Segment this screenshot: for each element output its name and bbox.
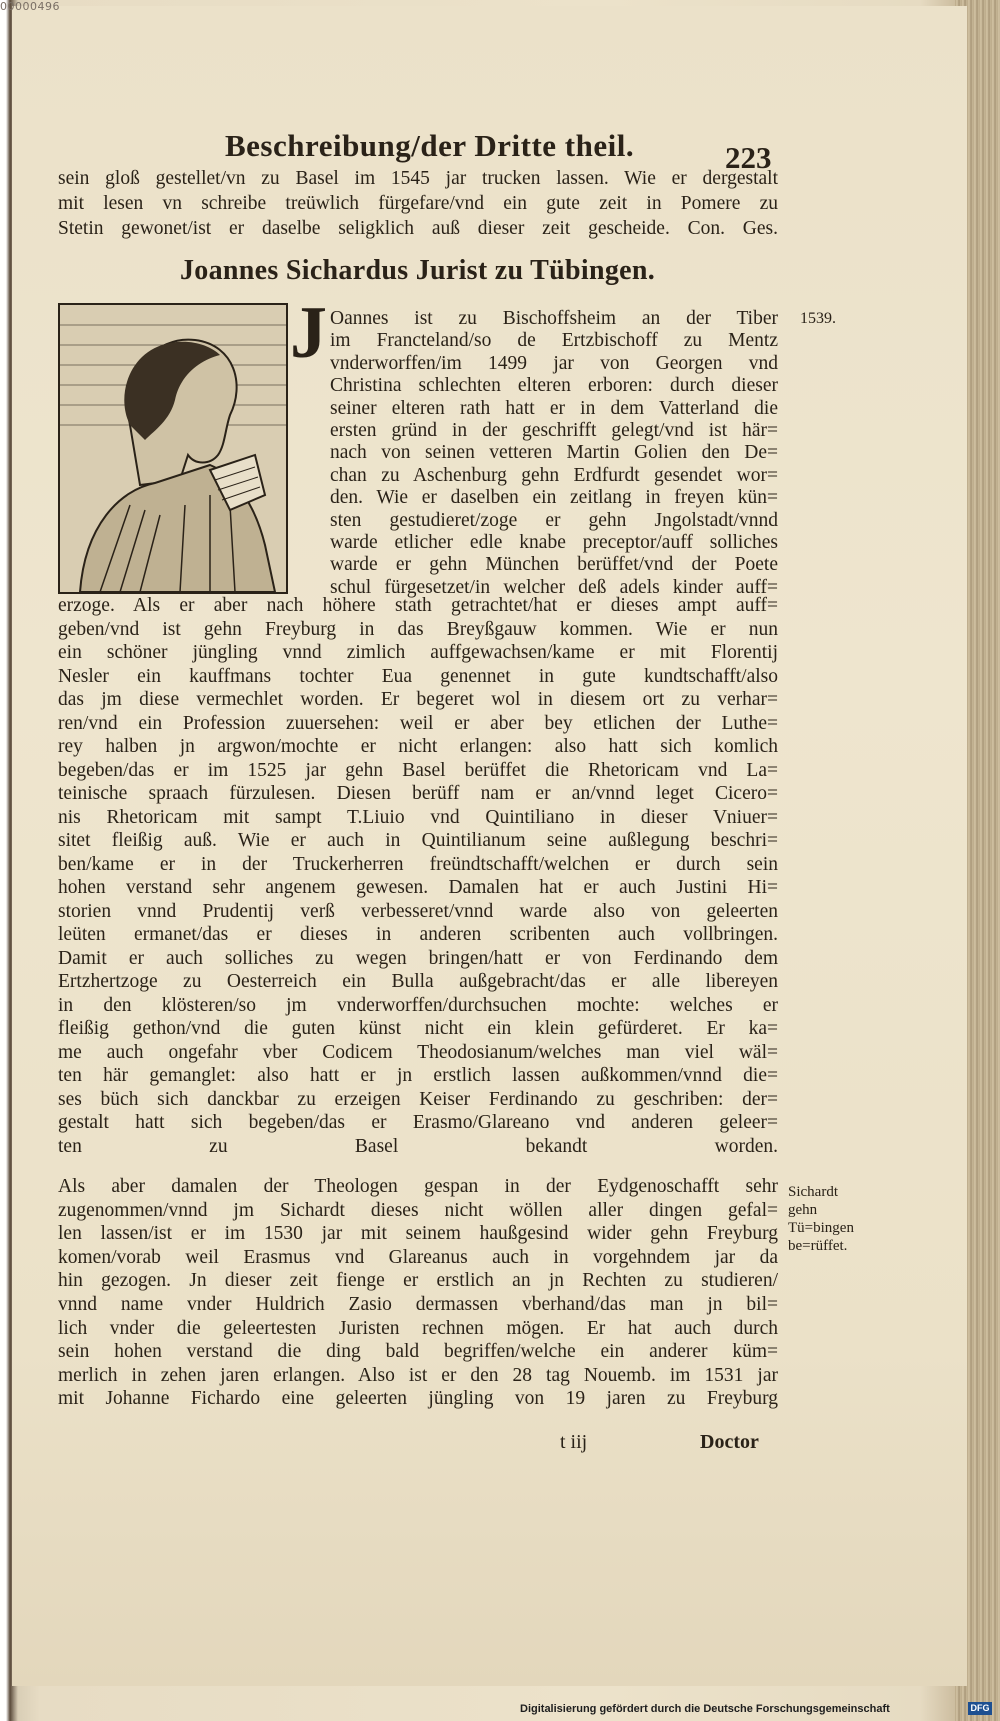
text-line: len lassen/ist er im 1530 jar mit seinem haußgesind wider gehn Freyburg	[58, 1223, 778, 1245]
text-line: hin gezogen. Jn dieser zeit fienge er erstlich an jn Rechten zu studieren/	[58, 1270, 778, 1292]
text-line: Oannes ist zu Bischoffsheim an der Tiber	[330, 308, 778, 329]
page-number: 223	[725, 140, 772, 175]
catchword: Doctor	[700, 1431, 759, 1453]
text-line: mit lesen vn schreibe treüwlich fürgefare/vnd ein gute zeit in Pomere zu	[58, 193, 778, 214]
text-line: Stetin gewonet/ist er daselbe seligklich auß dieser zeit gescheide. Con. Ges.	[58, 218, 778, 239]
text-line: ein schöner jüngling vnnd zimlich auffgewachsen/kame er mit Florentij	[58, 642, 778, 663]
woodcut-portrait-image	[58, 303, 288, 594]
text-line: komen/vorab weil Erasmus vnd Glareanus auch in vorgehndem jar da	[58, 1246, 778, 1268]
text-line: nach von seinen vetteren Martin Golien den De=	[330, 442, 778, 464]
text-line: lich vnder die geleertesten Juristen rechnen mögen. Er hat auch durch	[58, 1317, 778, 1339]
text-line: Damit er auch solliches zu wegen bringen/hatt er von Ferdinando dem	[58, 947, 778, 969]
running-head: Beschreibung/der Dritte theil.	[225, 128, 635, 163]
text-line: erzoge. Als er aber nach höhere stath getrachtet/hat er dieses ampt auff=	[58, 595, 778, 616]
text-line: ten här gemanglet: also hatt er jn erstlich lassen außkommen/vnnd die=	[58, 1065, 778, 1086]
text-line: den. Wie er daselben ein zeitlang in freyen kün=	[330, 487, 778, 509]
text-line: warde etlicher edle knabe preceptor/auff solliches	[330, 532, 778, 553]
text-line: warde er gehn München berüffet/vnd der Poete	[330, 554, 778, 576]
margin-note-sichardt: Sichardt gehn Tü=bingen be=rüffet.	[788, 1184, 854, 1254]
text-line: fleißig gethon/vnd die guten künst nicht ein klein gefürderet. Er ka=	[58, 1018, 778, 1039]
text-line: hohen verstand sehr angenem gewesen. Damalen hat er auch Justini Hi=	[58, 877, 778, 898]
digitization-credit: Digitalisierung gefördert durch die Deutsche Forschungsgemeinschaft	[520, 1703, 890, 1715]
text-line: mit Johanne Fichardo eine geleerten jüngling von 19 jaren zu Freyburg	[58, 1388, 778, 1410]
text-line: merlich in zehen jaren erlangen. Also ist er den 28 tag Nouemb. im 1531 jar	[58, 1364, 778, 1386]
text-line: Als aber damalen der Theologen gespan in der Eydgenoschafft sehr	[58, 1176, 778, 1197]
text-line: ersten gründ in der geschrifft gelegt/vnd ist här=	[330, 420, 778, 441]
text-line: rey halben jn argwon/mochte er nicht erlangen: also hatt sich komlich	[58, 736, 778, 757]
text-line: leüten ermanet/das er dieses in anderen scribenten auch vollbringen.	[58, 924, 778, 945]
text-line: ten zu Basel bekandt worden.	[58, 1135, 778, 1157]
text-line: Ertzhertzoge zu Oesterreich ein Bulla außgebracht/das er alle libereyen	[58, 971, 778, 992]
text-line: Christina schlechten elteren erboren: durch dieser	[330, 375, 778, 397]
text-line: seiner elteren rath hatt er in dem Vatterland die	[330, 397, 778, 419]
text-line: sitet fleißig auß. Wie er auch in Quintilianum seine außlegung beschri=	[58, 830, 778, 851]
text-line: chan zu Aschenburg gehn Erdfurdt gesendet wor=	[330, 464, 778, 486]
text-line: vnnd name vnder Huldrich Zasio dermassen vberhand/das man jn bil=	[58, 1294, 778, 1315]
text-line: Nesler ein kauffmans tochter Eua genennet in gute kundtschafft/also	[58, 665, 778, 687]
text-line: schul fürgesetzet/in welcher deß adels kinder auff=	[330, 576, 778, 598]
text-line: sein gloß gestellet/vn zu Basel im 1545 jar trucken lassen. Wie er dergestalt	[58, 168, 778, 189]
text-line: storien vnnd Prudentij verß verbesseret/vnnd warde also von geleerten	[58, 900, 778, 922]
text-line: in den klösteren/so jm vnderworffen/durchsuchen mochte: welches er	[58, 994, 778, 1016]
text-line: begeben/das er im 1525 jar gehn Basel berüffet die Rhetoricam vnd La=	[58, 759, 778, 781]
text-line: nis Rhetoricam mit sampt T.Liuio vnd Quintiliano in dieser Vniuer=	[58, 806, 778, 828]
section-heading: Joannes Sichardus Jurist zu Tübingen.	[180, 255, 656, 286]
text-line: sein hohen verstand die ding bald begriffen/welche ein anderer küm=	[58, 1341, 778, 1363]
text-line: vnderworffen/im 1499 jar von Georgen vnd	[330, 352, 778, 374]
text-line: ren/vnd ein Profession zuuersehen: weil er aber bey etlichen der Luthe=	[58, 712, 778, 734]
drop-cap: J	[290, 292, 327, 374]
text-line: im Francteland/so de Ertzbischoff zu Mentz	[330, 330, 778, 352]
dfg-logo: DFG	[968, 1702, 992, 1715]
text-line: geben/vnd ist gehn Freyburg in das Breyßgauw kommen. Wie er nun	[58, 618, 778, 640]
text-line: ses büch sich danckbar zu erzeigen Keiser Ferdinando zu geschriben: der=	[58, 1088, 778, 1110]
text-line: ben/kame er in der Truckerherren freündtschafft/welchen er durch sein	[58, 853, 778, 875]
text-line: das jm diese vermechlet worden. Er begeret wol in diesem ort zu verhar=	[58, 689, 778, 710]
portrait-illustration	[60, 305, 286, 592]
margin-year-note: 1539.	[800, 310, 836, 327]
printer-signature: t iij	[560, 1431, 588, 1453]
text-line: teinische spraach fürzulesen. Diesen berüff nam er an/vnnd leget Cicero=	[58, 783, 778, 804]
text-line: zugenommen/vnnd jm Sichardt dieses nicht wöllen aller dingen gefal=	[58, 1199, 778, 1221]
text-line: gestalt hatt sich begeben/das er Erasmo/Glareano vnd anderen geleer=	[58, 1112, 778, 1133]
text-line: me auch ongefahr vber Codicem Theodosianum/welches man viel wäl=	[58, 1041, 778, 1063]
text-line: sten gestudieret/zoge er gehn Jngolstadt/vnnd	[330, 509, 778, 531]
scan-id-mark: 00000496	[0, 0, 60, 13]
